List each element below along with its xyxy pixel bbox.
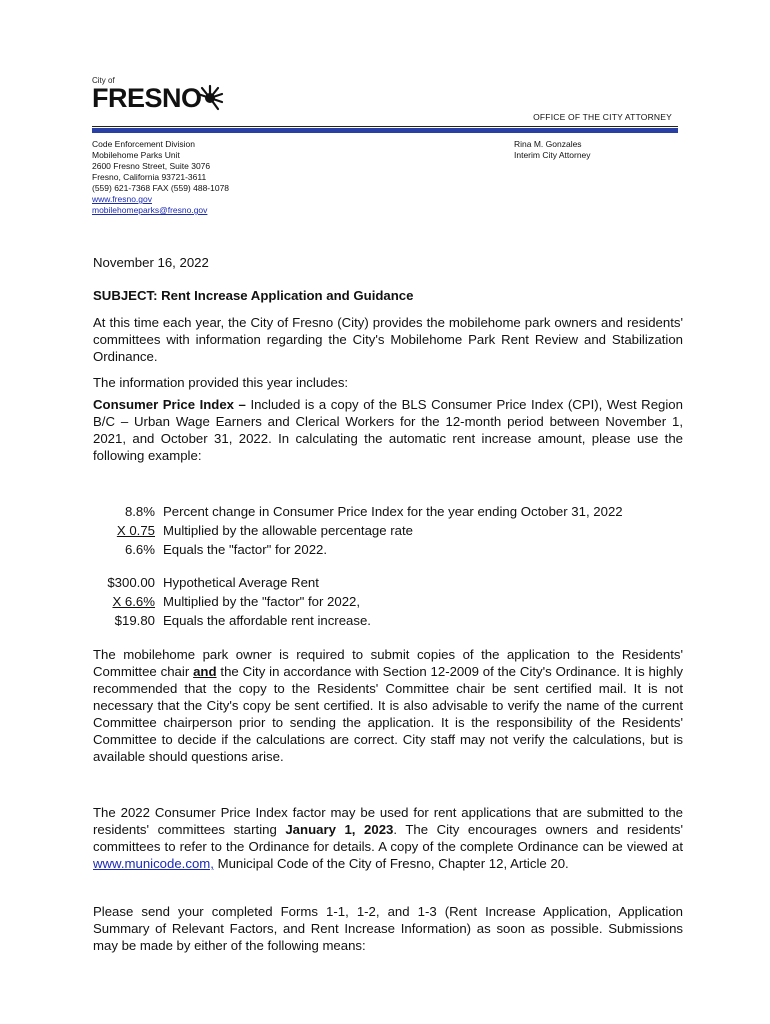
calc-value: X 0.75: [116, 523, 155, 538]
sender-city: Fresno, California 93721-3611: [92, 172, 207, 182]
cpi-heading: Consumer Price Index –: [93, 397, 251, 412]
text-span: . The City encourages owners and residents' committees to refer to the Ordinance for details. A copy of the complete Ordinance can be viewed at: [93, 822, 683, 854]
municode-link[interactable]: www.municode.com,: [93, 856, 214, 871]
text-span: The mobilehome park owner is required to submit copies of the application to the Residents' Committee chair: [93, 647, 683, 679]
attorney-block: [514, 139, 591, 161]
attorney-title: Interim City Attorney: [514, 150, 591, 160]
paragraph-factor: [93, 804, 683, 872]
header-divider: [92, 128, 678, 133]
text-span: Municipal Code of the City of Fresno, Chapter 12, Article 20.: [213, 856, 569, 871]
calc-value: $19.80: [114, 613, 155, 628]
email-link[interactable]: mobilehomeparks@fresno.gov: [92, 205, 208, 215]
calc-desc: Equals the "factor" for 2022.: [163, 542, 328, 557]
letter-date: November 16, 2022: [93, 255, 209, 270]
logo-city-of: City of: [92, 76, 115, 85]
logo-city-name: FRESNO: [92, 83, 202, 113]
calc-value: X 6.6%: [112, 594, 155, 609]
calc-value: 8.8%: [124, 504, 155, 519]
text-span: the City in accordance with Section 12-2009 of the City's Ordinance. It is highly recommended that the copy to the Residents' Committee chair be sent certified mail. It is not necessary that the City's copy be sent certified. It is also advisable to verify the name of the current Committee chairperson prior to sending the application. It is the responsibility of the Residents' Committee to decide if the calculations are correct. City staff may not verify the calculations, but is available should questions arise.: [93, 664, 683, 764]
calc-value: 6.6%: [124, 542, 155, 557]
text-span: The 2022 Consumer Price Index factor may be used for rent applications that are submitted to the residents' committees starting: [93, 805, 683, 837]
paragraph-send-forms: Please send your completed Forms 1-1, 1-2, and 1-3 (Rent Increase Application, Application Summary of Relevant Factors, and Rent Increase Information) as soon as possible. Submissions may be made by either of the following means:: [93, 904, 683, 953]
emphasis-and: and: [193, 664, 217, 679]
cpi-text: Included is a copy of the BLS Consumer Price Index (CPI), West Region B/C – Urban Wage Earners and Clerical Workers for the 12-month period between November 1, 2021, and October 31, 2022. In calculating the automatic rent increase amount, please use the following example:: [93, 397, 683, 463]
website-link[interactable]: www.fresno.gov: [92, 194, 152, 204]
paragraph-submission: [93, 646, 683, 765]
calc-desc: Hypothetical Average Rent: [163, 575, 319, 590]
sender-street: 2600 Fresno Street, Suite 3076: [92, 161, 211, 171]
paragraph-intro: At this time each year, the City of Fresno (City) provides the mobilehome park owners and residents' committees with information regarding the City's Mobilehome Park Rent Review and Stabilization Ordinance.: [93, 315, 683, 364]
sender-phone-fax: (559) 621-7368 FAX (559) 488-1078: [92, 183, 230, 193]
calc-desc: Multiplied by the allowable percentage rate: [163, 523, 413, 538]
office-title: OFFICE OF THE CITY ATTORNEY: [533, 112, 672, 122]
paragraph-includes: The information provided this year includes:: [93, 375, 349, 390]
calc-value: $300.00: [107, 575, 155, 590]
sender-address: [92, 139, 229, 216]
attorney-name: Rina M. Gonzales: [514, 139, 582, 149]
sender-division: Code Enforcement Division: [92, 139, 195, 149]
start-date: January 1, 2023: [285, 822, 394, 837]
paragraph-cpi: [93, 396, 683, 464]
header-divider-thin: [92, 126, 678, 127]
calc-desc: Equals the affordable rent increase.: [163, 613, 371, 628]
sender-unit: Mobilehome Parks Unit: [92, 150, 180, 160]
letter-subject: SUBJECT: Rent Increase Application and Guidance: [93, 288, 414, 303]
calc-desc: Multiplied by the "factor" for 2022,: [163, 594, 361, 609]
calc-desc: Percent change in Consumer Price Index for the year ending October 31, 2022: [163, 504, 623, 519]
sun-icon: [196, 84, 224, 112]
